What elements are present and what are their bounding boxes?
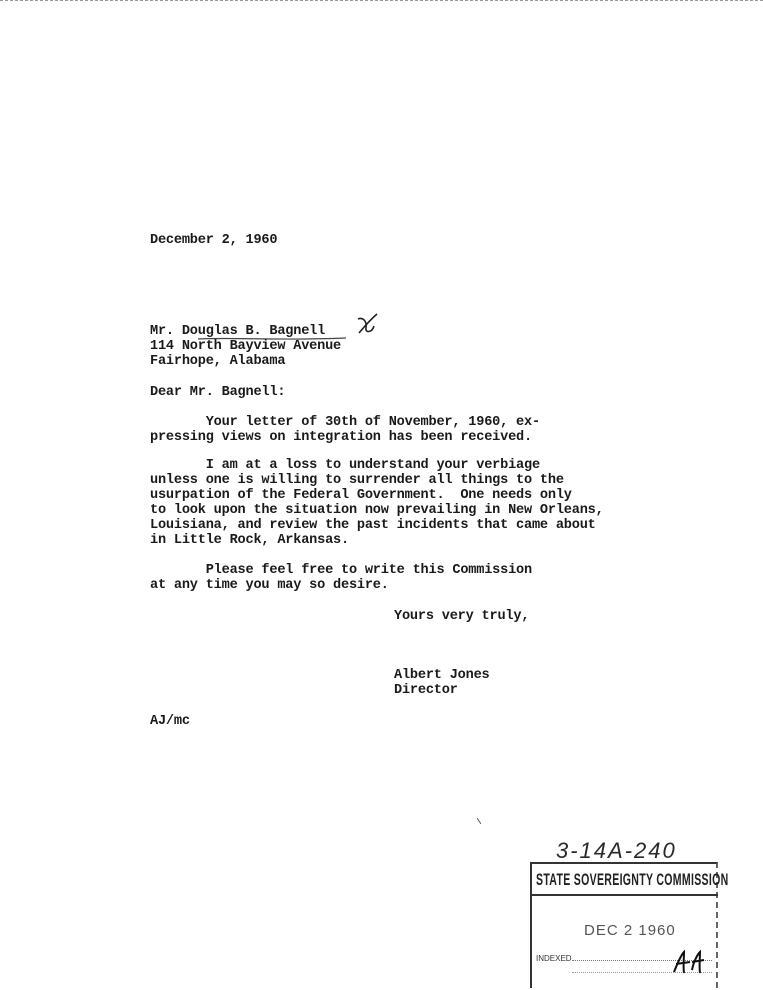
recipient-name: Mr. Douglas B. Bagnell (150, 324, 326, 339)
signer-name: Albert Jones (394, 668, 490, 683)
handwritten-initials-icon (670, 948, 706, 978)
paragraph-2-line-5: Louisiana, and review the past incidents that came about (150, 518, 596, 533)
closing: Yours very truly, (394, 609, 530, 624)
stamp-divider (532, 894, 718, 896)
paragraph-2-line-1: I am at a loss to understand your verbiage (150, 458, 540, 473)
recipient-street: 114 North Bayview Avenue (150, 339, 341, 354)
paragraph-3-line-1: Please feel free to write this Commission (150, 563, 532, 578)
salutation: Dear Mr. Bagnell: (150, 385, 286, 400)
paragraph-1-line-1: Your letter of 30th of November, 1960, ex- (150, 415, 540, 430)
paragraph-2-line-2: unless one is willing to surrender all things to the (150, 473, 564, 488)
paragraph-2-line-6: in Little Rock, Arkansas. (150, 533, 349, 548)
paragraph-3-line-2: at any time you may so desire. (150, 578, 389, 593)
reference-initials: AJ/mc (150, 714, 190, 729)
page-top-edge (0, 0, 763, 1)
commission-stamp (530, 862, 729, 988)
stray-mark (477, 818, 481, 824)
x-checkmark-icon (354, 311, 380, 337)
stamp-title: STATE SOVEREIGNTY COMMISSION (536, 870, 729, 889)
paragraph-2-line-3: usurpation of the Federal Government. One needs only (150, 488, 572, 503)
paragraph-2-line-4: to look upon the situation now prevailing in New Orleans, (150, 503, 604, 518)
recipient-city: Fairhope, Alabama (150, 354, 286, 369)
paragraph-1-line-2: pressing views on integration has been received. (150, 430, 532, 445)
stamp-indexed-label: INDEXED (536, 954, 572, 963)
file-number: 3-14A-240 (556, 838, 677, 863)
signer-title: Director (394, 683, 458, 698)
stamp-date: DEC 2 1960 (584, 922, 676, 939)
letter-date: December 2, 1960 (150, 233, 278, 248)
